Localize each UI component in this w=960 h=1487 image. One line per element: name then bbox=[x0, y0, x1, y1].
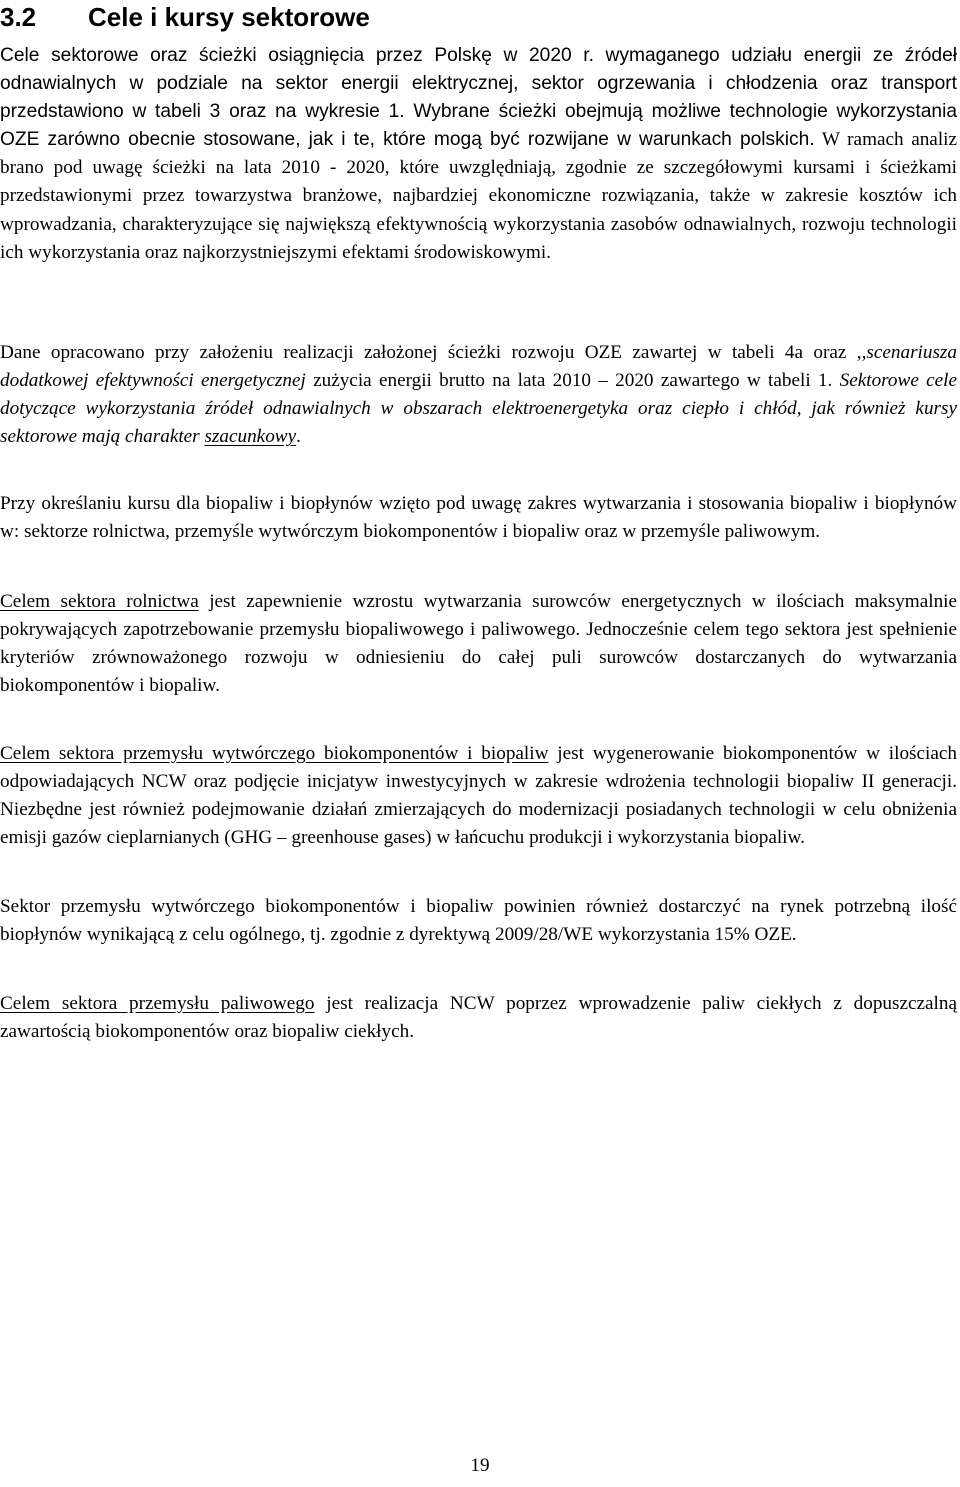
section-title: Cele i kursy sektorowe bbox=[88, 2, 370, 32]
biocomponents-goal-heading: Celem sektora przemysłu wytwórczego biokomponentów i biopaliw bbox=[0, 743, 549, 764]
biocomponents-goal-text: jest wygenerowanie biokomponentów w ilościach odpowiadających NCW oraz podjęcie inicjatyw inwestycyjnych w zakresie wdrożenia technologii biopaliw II generacji. Niezbędne jest również podejmowanie działań zmierzających do modernizacji posiadanych technologii w celu obniżenia emisji gazów cieplarnianych (GHG – greenhouse gases) w łańcuchu produkcji i wykorzystania biopaliw. bbox=[0, 743, 957, 849]
paragraph-sector-targets bbox=[0, 42, 957, 267]
agriculture-goal-text: jest zapewnienie wzrostu wytwarzania surowców energetycznych w ilościach maksymalnie pokrywających zapotrzebowanie przemysłu biopaliwowego i paliwowego. Jednocześnie celem tego sektora jest spełnienie kryteriów zrównoważonego rozwoju w odniesieniu do całej puli surowców dostarczanych do wytwarzania biokomponentów i biopaliw. bbox=[0, 591, 958, 697]
paragraph-fuel-industry-goal bbox=[0, 990, 957, 1046]
paragraph-agriculture-goal bbox=[0, 588, 957, 700]
paragraph-sector-targets-lead: Cele sektorowe oraz ścieżki osiągnięcia przez Polskę w 2020 r. wymaganego udziału energii ze źródeł odnawialnych w podziale na sektor energii elektrycznej, sektor ogrzewania i chłodzenia oraz transport przedstawiono w tabeli 3 oraz na wykresie 1. Wybrane ścieżki obejmują możliwe technologie wykorzystania OZE zarówno obecnie stosowane, jak i te, które mogą być rozwijane w warunkach polskich. bbox=[0, 45, 957, 151]
scenario-name-italic: scenariusza dodatkowej efektywności energetycznej bbox=[0, 342, 957, 392]
section-heading bbox=[0, 2, 370, 32]
sector-targets-note-italic: Sektorowe cele dotyczące wykorzystania źródeł odnawialnych w obszarach elektroenergetyka oraz ciepło i chłód, jak również kursy sektorowe mają charakter bbox=[0, 370, 957, 448]
paragraph-data-assumptions-a: Dane opracowano przy założeniu realizacji założonej ścieżki rozwoju OZE zawartej w tabeli 4a oraz ,, bbox=[0, 342, 867, 363]
fuel-industry-goal-heading: Celem sektora przemysłu paliwowego bbox=[0, 993, 315, 1014]
paragraph-bioliquids-supply: Sektor przemysłu wytwórczego biokomponentów i biopaliw powinien również dostarczyć na rynek potrzebną ilość biopłynów wynikającą z celu ogólnego, tj. zgodnie z dyrektywą 2009/28/WE wykorzystania 15% OZE. bbox=[0, 896, 957, 946]
page-number: 19 bbox=[470, 1455, 490, 1476]
paragraph-data-assumptions bbox=[0, 339, 957, 451]
agriculture-goal-heading: Celem sektora rolnictwa bbox=[0, 591, 199, 612]
paragraph-biocomponents-goal bbox=[0, 740, 957, 852]
paragraph-sector-targets-rest: W ramach analiz brano pod uwagę ścieżki na lata 2010 - 2020, które uwzględniają, zgodnie ze szczegółowymi kursami i ścieżkami przedstawionymi przez towarzystwa branżowe, najbardziej ekonomiczne rozwiązania, także w zakresie kosztów ich wprowadzania, charakteryzujące się największą efektywnością wykorzystania zasobów odnawialnych, rozwoju technologii ich wykorzystania oraz najkorzystniejszymi efektami środowiskowymi. bbox=[0, 129, 958, 263]
paragraph-data-assumptions-b: zużycia energii brutto na lata 2010 – 2020 zawartego w tabeli 1. bbox=[305, 370, 840, 392]
estimate-word-underlined: szacunkowy bbox=[204, 426, 297, 448]
section-number: 3.2 bbox=[0, 2, 37, 32]
fuel-industry-goal-text: jest realizacja NCW poprzez wprowadzenie paliw ciekłych z dopuszczalną zawartością biokomponentów oraz biopaliw ciekłych. bbox=[0, 993, 958, 1043]
paragraph-biofuels-course: Przy określaniu kursu dla biopaliw i biopłynów wzięto pod uwagę zakres wytwarzania i stosowania biopaliw i biopłynów w: sektorze rolnictwa, przemyśle wytwórczym biokomponentów i biopaliw oraz w przemyśle paliwowym. bbox=[0, 493, 957, 543]
paragraph-data-assumptions-end: . bbox=[296, 426, 301, 448]
